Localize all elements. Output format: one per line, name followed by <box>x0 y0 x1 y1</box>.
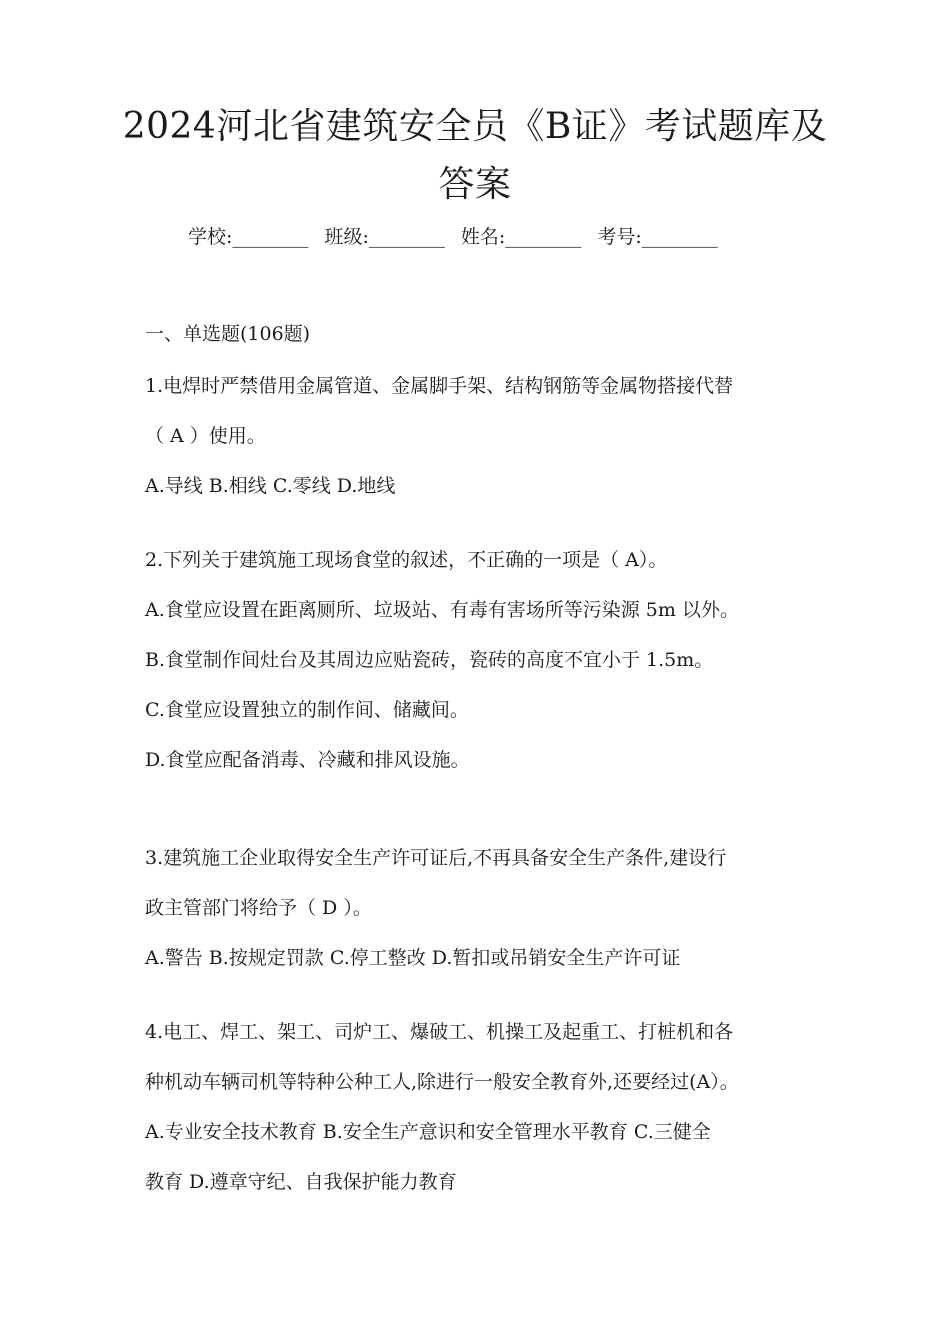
question-4-stem-line-1: 4.电工、焊工、架工、司炉工、爆破工、机操工及起重工、打桩机和各 <box>145 1021 734 1043</box>
school-field: 学校:________ <box>188 226 309 248</box>
class-field: 班级:________ <box>324 226 445 248</box>
title-line-2: 答案 <box>438 164 512 205</box>
question-4-options-line-1: A.专业安全技术教育 B.安全生产意识和安全管理水平教育 C.三健全 <box>145 1121 711 1143</box>
exam-number-field: 考号:________ <box>597 226 718 248</box>
student-info-row <box>188 222 728 252</box>
question-1-stem-line-2: （ A ）使用。 <box>145 425 266 447</box>
question-2-option-b: B.食堂制作间灶台及其周边应贴瓷砖，瓷砖的高度不宜小于 1.5m。 <box>145 649 714 671</box>
question-2-stem: 2.下列关于建筑施工现场食堂的叙述，不正确的一项是（ A）。 <box>145 549 668 571</box>
title-line-1: 2024河北省建筑安全员《B证》考试题库及 <box>122 106 828 147</box>
question-4-stem-line-2: 种机动车辆司机等特种公种工人,除进行一般安全教育外,还要经过(A）。 <box>145 1071 739 1093</box>
question-3-stem-line-1: 3.建筑施工企业取得安全生产许可证后,不再具备安全生产条件,建设行 <box>145 847 727 869</box>
section-heading: 一、单选题(106题) <box>145 323 311 345</box>
question-2-option-c: C.食堂应设置独立的制作间、储藏间。 <box>145 699 469 721</box>
question-1-options: A.导线 B.相线 C.零线 D.地线 <box>145 475 396 497</box>
question-2-option-d: D.食堂应配备消毒、冷藏和排风设施。 <box>145 749 470 771</box>
question-2-option-a: A.食堂应设置在距离厕所、垃圾站、有毒有害场所等污染源 5m 以外。 <box>145 599 739 621</box>
question-3-stem-line-2: 政主管部门将给予（ D ）。 <box>145 897 372 919</box>
document-title <box>0 98 950 214</box>
question-3-options: A.警告 B.按规定罚款 C.停工整改 D.暂扣或吊销安全生产许可证 <box>145 947 681 969</box>
name-field: 姓名:________ <box>460 226 582 248</box>
question-4-options-line-2: 教育 D.遵章守纪、自我保护能力教育 <box>145 1171 457 1193</box>
question-1-stem-line-1: 1.电焊时严禁借用金属管道、金属脚手架、结构钢筋等金属物搭接代替 <box>145 375 734 397</box>
